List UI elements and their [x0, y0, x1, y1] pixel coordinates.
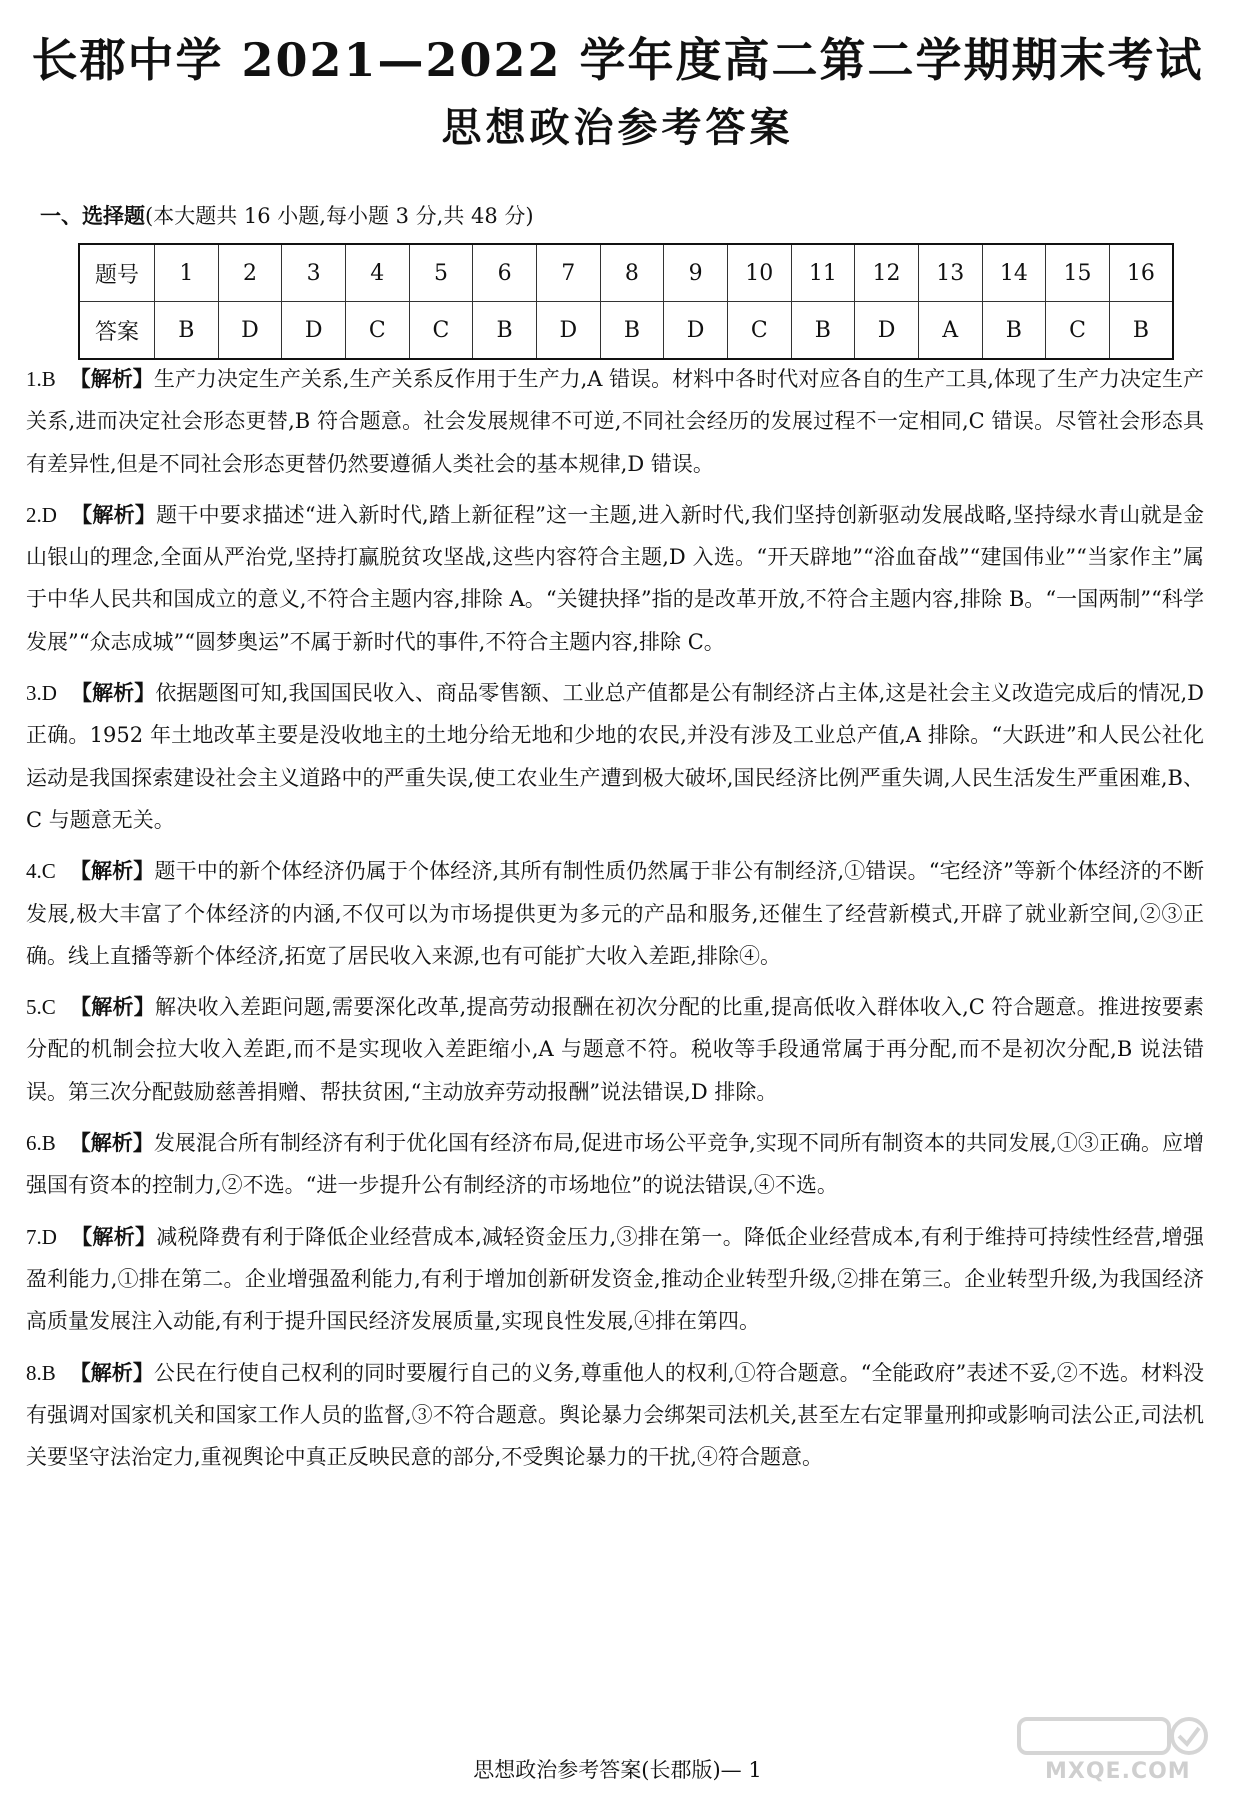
- question-number-cell: 5: [409, 244, 473, 302]
- analysis-tag: 【解析】: [70, 502, 157, 527]
- answer-cell: B: [982, 302, 1046, 360]
- question-answer-label: 6.B: [26, 1131, 56, 1156]
- answer-cell: B: [1109, 302, 1173, 360]
- row-label-answer: 答案: [79, 302, 155, 360]
- answer-cell: B: [155, 302, 219, 360]
- question-number-cell: 3: [282, 244, 346, 302]
- answer-row: [79, 302, 1173, 360]
- question-number-cell: 10: [727, 244, 791, 302]
- answer-cell: C: [345, 302, 409, 360]
- answer-cell: B: [473, 302, 537, 360]
- question-answer-label: 7.D: [26, 1224, 57, 1249]
- analysis-tag: 【解析】: [69, 1131, 154, 1156]
- page-title: 长郡中学 2021—2022 学年度高二第二学期期末考试: [31, 33, 1204, 87]
- explanation-item: [26, 850, 1204, 977]
- answer-cell: D: [282, 302, 346, 360]
- answer-cell: B: [791, 302, 855, 360]
- explanation-item: [26, 494, 1204, 663]
- page-subtitle: 思想政治参考答案: [441, 105, 794, 151]
- explanation-paragraph: [26, 986, 1204, 1113]
- section-title: 一、选择题: [40, 204, 145, 228]
- explanation-paragraph: [26, 1352, 1204, 1479]
- explanation-item: [26, 358, 1204, 485]
- explanation-text: 减税降费有利于降低企业经营成本,减轻资金压力,③排在第一。降低企业经营成本,有利于维持可持续性经营,增强盈利能力,①排在第二。企业增强盈利能力,有利于增加创新研发资金,推动企业转型升级,②排在第三。企业转型升级,为我国经济高质量发展注入动能,有利于提升国民经济发展质量,实现良性发展,④排在第四。: [26, 1224, 1205, 1334]
- explanation-text: 题干中的新个体经济仍属于个体经济,其所有制性质仍然属于非公有制经济,①错误。“宅经济”等新个体经济的不断发展,极大丰富了个体经济的内涵,不仅可以为市场提供更为多元的产品和服务,还催生了经营新模式,开辟了就业新空间,②③正确。线上直播等新个体经济,拓宽了居民收入来源,也有可能扩大收入差距,排除④。: [26, 859, 1205, 968]
- explanations-list: [26, 358, 1204, 1487]
- question-number-cell: 6: [473, 244, 537, 302]
- answer-cell: C: [1046, 302, 1110, 360]
- question-number-cell: 15: [1046, 244, 1110, 302]
- question-number-cell: 9: [664, 244, 728, 302]
- analysis-tag: 【解析】: [69, 1360, 154, 1385]
- question-answer-label: 5.C: [26, 995, 56, 1020]
- question-number-cell: 4: [345, 244, 409, 302]
- question-answer-label: 4.C: [26, 859, 56, 884]
- explanation-item: [26, 986, 1204, 1113]
- answer-cell: D: [218, 302, 282, 360]
- question-answer-label: 1.B: [26, 367, 56, 391]
- explanation-text: 题干中要求描述“进入新时代,踏上新征程”这一主题,进入新时代,我们坚持创新驱动发展战略,坚持绿水青山就是金山银山的理念,全面从严治党,坚持打赢脱贫攻坚战,这些内容符合主题,D 入选。“开天辟地”“浴血奋战”“建国伟业”“当家作主”属于中华人民共和国成立的意义,不符合主题内容,排除 A。“关键抉择”指的是改革开放,不符合主题内容,排除 B。“一国两制”“科学发展”“众志成城”“圆梦奥运”不属于新时代的事件,不符合主题内容,排除 C。: [26, 502, 1205, 654]
- explanation-text: 发展混合所有制经济有利于优化国有经济布局,促进市场公平竞争,实现不同所有制资本的共同发展,①③正确。应增强国有资本的控制力,②不选。“进一步提升公有制经济的市场地位”的说法错误,④不选。: [26, 1131, 1204, 1198]
- explanation-paragraph: [26, 1122, 1204, 1207]
- explanation-item: [26, 1122, 1204, 1207]
- question-answer-label: 2.D: [26, 502, 57, 527]
- watermark-text: MXQE.COM: [1045, 1759, 1191, 1784]
- row-label-number: 题号: [79, 244, 155, 302]
- answer-cell: C: [727, 302, 791, 360]
- analysis-tag: 【解析】: [70, 681, 156, 706]
- question-answer-label: 3.D: [26, 681, 57, 706]
- analysis-tag: 【解析】: [70, 1224, 157, 1249]
- question-answer-label: 8.B: [26, 1360, 56, 1385]
- section-heading: [40, 200, 534, 230]
- answer-table: [78, 243, 1174, 360]
- explanation-item: [26, 1216, 1204, 1343]
- question-number-cell: 16: [1109, 244, 1173, 302]
- question-number-cell: 11: [791, 244, 855, 302]
- explanation-text: 公民在行使自己权利的同时要履行自己的义务,尊重他人的权利,①符合题意。“全能政府”表述不妥,②不选。材料没有强调对国家机关和国家工作人员的监督,③不符合题意。舆论暴力会绑架司法机关,甚至左右定罪量刑抑或影响司法公正,司法机关要坚守法治定力,重视舆论中真正反映民意的部分,不受舆论暴力的干扰,④符合题意。: [26, 1360, 1205, 1470]
- analysis-tag: 【解析】: [69, 367, 154, 391]
- question-number-row: [79, 244, 1173, 302]
- answer-cell: A: [918, 302, 982, 360]
- explanation-paragraph: [26, 358, 1204, 485]
- question-number-cell: 12: [855, 244, 919, 302]
- explanation-text: 生产力决定生产关系,生产关系反作用于生产力,A 错误。材料中各时代对应各自的生产工具,体现了生产力决定生产关系,进而决定社会形态更替,B 符合题意。社会发展规律不可逆,不同社会经历的发展过程不一定相同,C 错误。尽管社会形态具有差异性,但是不同社会形态更替仍然要遵循人类社会的基本规律,D 错误。: [26, 367, 1205, 476]
- answer-cell: D: [536, 302, 600, 360]
- explanation-paragraph: [26, 672, 1204, 841]
- analysis-tag: 【解析】: [69, 859, 155, 884]
- page-footer: 思想政治参考答案(长郡版)— 1: [473, 1758, 762, 1782]
- explanation-item: [26, 672, 1204, 841]
- answer-cell: C: [409, 302, 473, 360]
- explanation-text: 依据题图可知,我国国民收入、商品零售额、工业总产值都是公有制经济占主体,这是社会主义改造完成后的情况,D 正确。1952 年土地改革主要是没收地主的土地分给无地和少地的农民,并没有涉及工业总产值,A 排除。“大跃进”和人民公社化运动是我国探索建设社会主义道路中的严重失误,使工农业生产遭到极大破坏,国民经济比例严重失调,人民生活发生严重困难,B、C 与题意无关。: [26, 681, 1205, 832]
- question-number-cell: 13: [918, 244, 982, 302]
- explanation-item: [26, 1352, 1204, 1479]
- question-number-cell: 14: [982, 244, 1046, 302]
- question-number-cell: 8: [600, 244, 664, 302]
- answer-cell: D: [855, 302, 919, 360]
- question-number-cell: 1: [155, 244, 219, 302]
- question-number-cell: 2: [218, 244, 282, 302]
- question-number-cell: 7: [536, 244, 600, 302]
- explanation-paragraph: [26, 494, 1204, 663]
- answer-cell: D: [664, 302, 728, 360]
- explanation-paragraph: [26, 850, 1204, 977]
- explanation-paragraph: [26, 1216, 1204, 1343]
- explanation-text: 解决收入差距问题,需要深化改革,提高劳动报酬在初次分配的比重,提高低收入群体收入,C 符合题意。推进按要素分配的机制会拉大收入差距,而不是实现收入差距缩小,A 与题意不符。税收等手段通常属于再分配,而不是初次分配,B 说法错误。第三次分配鼓励慈善捐赠、帮扶贫困,“主动放弃劳动报酬”说法错误,D 排除。: [26, 995, 1204, 1104]
- analysis-tag: 【解析】: [69, 995, 156, 1020]
- answer-cell: B: [600, 302, 664, 360]
- section-note: (本大题共 16 小题,每小题 3 分,共 48 分): [145, 204, 534, 228]
- watermark-logo: [1011, 1715, 1211, 1789]
